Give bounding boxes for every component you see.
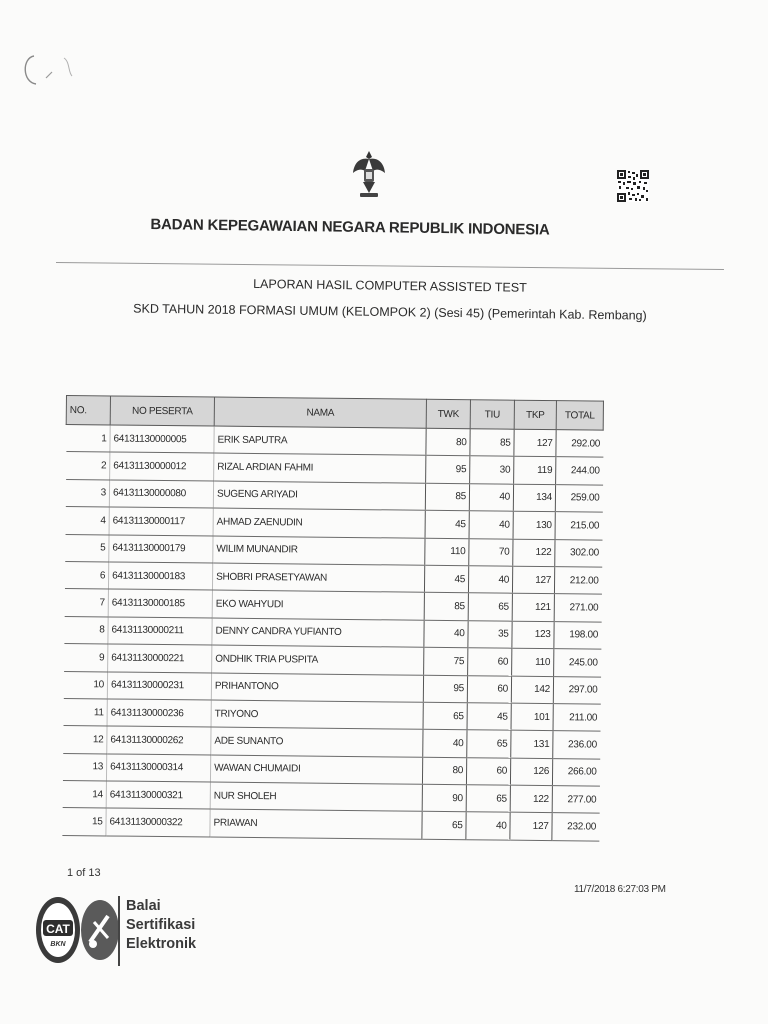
cell-nama: DENNY CANDRA YUFIANTO [212, 618, 424, 648]
cell-no-peserta: 64131130000231 [107, 671, 211, 699]
cell-no: 2 [66, 452, 110, 480]
cell-no: 11 [63, 698, 107, 726]
cell-tkp: 134 [513, 484, 555, 512]
handwritten-mark [12, 38, 82, 98]
cell-no-peserta: 64131130000185 [108, 589, 212, 617]
cell-no-peserta: 64131130000314 [106, 754, 210, 782]
cell-no: 12 [63, 726, 107, 754]
results-table-container [61, 395, 606, 841]
cell-tiu: 30 [470, 456, 514, 484]
cell-tkp: 142 [511, 676, 553, 704]
cell-twk: 110 [425, 538, 469, 566]
cell-twk: 80 [426, 428, 470, 456]
table-row [62, 808, 599, 841]
cell-twk: 95 [426, 456, 470, 484]
cell-nama: AHMAD ZAENUDIN [213, 508, 425, 538]
bse-line-2: Sertifikasi [126, 917, 196, 933]
print-timestamp: 11/7/2018 6:27:03 PM [574, 884, 666, 895]
cell-no-peserta: 64131130000221 [108, 644, 212, 672]
cell-twk: 85 [424, 593, 468, 621]
cell-no-peserta: 64131130000321 [106, 781, 210, 809]
cell-nama: SUGENG ARIYADI [213, 481, 425, 511]
cell-nama: PRIHANTONO [211, 673, 423, 703]
cell-no: 6 [64, 561, 108, 589]
cell-nama: ERIK SAPUTRA [214, 426, 426, 456]
cell-total: 244.00 [556, 457, 603, 485]
cell-twk: 65 [423, 702, 467, 730]
cell-tiu: 60 [467, 675, 511, 703]
cell-tiu: 65 [468, 593, 512, 621]
bkn-logo-text: BKN [50, 941, 66, 948]
cell-total: 211.00 [553, 704, 600, 732]
cell-no-peserta: 64131130000117 [109, 507, 213, 535]
cell-total: 292.00 [556, 430, 603, 458]
page-indicator: 1 of 13 [67, 867, 101, 879]
table-body [62, 425, 603, 841]
report-subtitle: SKD TAHUN 2018 FORMASI UMUM (KELOMPOK 2) (Sesi 45) (Pemerintah Kab. Rembang) [133, 301, 647, 323]
column-header-nama: NAMA [214, 397, 426, 428]
column-header-twk: TWK [426, 399, 470, 428]
cell-twk: 85 [425, 483, 469, 511]
cell-total: 236.00 [553, 731, 600, 759]
cell-tiu: 85 [470, 429, 514, 457]
cell-tiu: 40 [469, 511, 513, 539]
cell-total: 277.00 [552, 786, 599, 814]
cell-no-peserta: 64131130000211 [108, 617, 212, 645]
cell-no: 13 [62, 753, 106, 781]
cell-no: 9 [64, 644, 108, 672]
cell-tkp: 127 [514, 429, 556, 457]
cell-no: 15 [62, 808, 106, 836]
cell-no: 1 [66, 425, 110, 453]
bse-line-3: Elektronik [126, 936, 197, 952]
cell-total: 297.00 [553, 676, 600, 704]
agency-name: BADAN KEPEGAWAIAN NEGARA REPUBLIK INDONESIA [150, 216, 550, 239]
cell-no-peserta: 64131130000179 [109, 535, 213, 563]
cell-twk: 40 [423, 730, 467, 758]
cell-tkp: 127 [512, 566, 554, 594]
column-header-tiu: TIU [470, 400, 514, 429]
cell-total: 215.00 [555, 512, 602, 540]
column-header-total: TOTAL [556, 401, 603, 430]
cell-no-peserta: 64131130000322 [106, 808, 210, 836]
cell-twk: 75 [424, 647, 468, 675]
cat-logo-text: CAT [46, 922, 70, 936]
cell-tkp: 122 [510, 785, 552, 813]
cell-total: 245.00 [554, 649, 601, 677]
cell-nama: WAWAN CHUMAIDI [210, 755, 422, 785]
cell-tkp: 101 [511, 703, 553, 731]
cell-tiu: 60 [466, 757, 510, 785]
cell-nama: SHOBRI PRASETYAWAN [212, 563, 424, 593]
cell-tkp: 121 [512, 594, 554, 622]
cell-twk: 90 [422, 784, 466, 812]
cell-no-peserta: 64131130000236 [107, 699, 211, 727]
cell-twk: 45 [424, 565, 468, 593]
cell-nama: RIZAL ARDIAN FAHMI [214, 453, 426, 483]
column-header-no: NO. [66, 396, 110, 425]
cell-total: 302.00 [555, 539, 602, 567]
bse-line-1: Balai [126, 898, 161, 914]
cell-no: 4 [65, 507, 109, 535]
report-title: LAPORAN HASIL COMPUTER ASSISTED TEST [253, 276, 527, 295]
cell-tkp: 122 [513, 539, 555, 567]
cell-nama: WILIM MUNANDIR [213, 536, 425, 566]
cell-tkp: 119 [514, 457, 556, 485]
column-header-tkp: TKP [514, 400, 556, 429]
cell-nama: TRIYONO [211, 700, 423, 730]
cell-tiu: 40 [468, 566, 512, 594]
cell-nama: PRIAWAN [210, 810, 422, 840]
cell-no: 3 [65, 479, 109, 507]
cell-tiu: 65 [466, 785, 510, 813]
cell-total: 266.00 [552, 758, 599, 786]
cell-tiu: 70 [469, 538, 513, 566]
cell-tiu: 45 [467, 703, 511, 731]
cell-tkp: 110 [512, 648, 554, 676]
cell-tiu: 40 [466, 812, 510, 840]
cell-total: 212.00 [554, 567, 601, 595]
cell-nama: ONDHIK TRIA PUSPITA [212, 645, 424, 675]
cell-no-peserta: 64131130000012 [110, 452, 214, 480]
cell-twk: 45 [425, 510, 469, 538]
cell-tkp: 131 [511, 730, 553, 758]
header-divider [56, 262, 724, 270]
cell-tiu: 35 [468, 620, 512, 648]
results-table [61, 395, 604, 841]
cell-tiu: 65 [467, 730, 511, 758]
cell-no: 14 [62, 781, 106, 809]
cell-no: 8 [64, 616, 108, 644]
cell-tiu: 40 [469, 484, 513, 512]
cell-total: 271.00 [554, 594, 601, 622]
bse-logo-text [126, 897, 196, 954]
cell-tkp: 123 [512, 621, 554, 649]
cell-no-peserta: 64131130000080 [109, 480, 213, 508]
bse-logo-mark [80, 898, 120, 962]
column-header-no-peserta: NO PESERTA [110, 396, 214, 426]
cell-no: 10 [63, 671, 107, 699]
cell-total: 198.00 [554, 621, 601, 649]
cell-tkp: 127 [510, 813, 552, 841]
cell-tkp: 130 [513, 511, 555, 539]
cat-bkn-logo [34, 894, 82, 966]
cell-nama: NUR SHOLEH [210, 782, 422, 812]
cell-nama: EKO WAHYUDI [212, 590, 424, 620]
garuda-emblem-icon [350, 147, 388, 203]
cell-total: 232.00 [552, 813, 599, 841]
cell-nama: ADE SUNANTO [211, 727, 423, 757]
cell-total: 259.00 [555, 484, 602, 512]
cell-twk: 95 [423, 675, 467, 703]
cell-twk: 80 [422, 757, 466, 785]
cell-no: 5 [65, 534, 109, 562]
bse-divider [118, 896, 120, 966]
cell-tkp: 126 [510, 758, 552, 786]
cell-tiu: 60 [468, 648, 512, 676]
cell-no-peserta: 64131130000262 [107, 726, 211, 754]
cell-twk: 65 [422, 812, 466, 840]
cell-no: 7 [64, 589, 108, 617]
cell-no-peserta: 64131130000183 [108, 562, 212, 590]
cell-no-peserta: 64131130000005 [110, 425, 214, 453]
qr-code-icon [617, 170, 649, 202]
cell-twk: 40 [424, 620, 468, 648]
